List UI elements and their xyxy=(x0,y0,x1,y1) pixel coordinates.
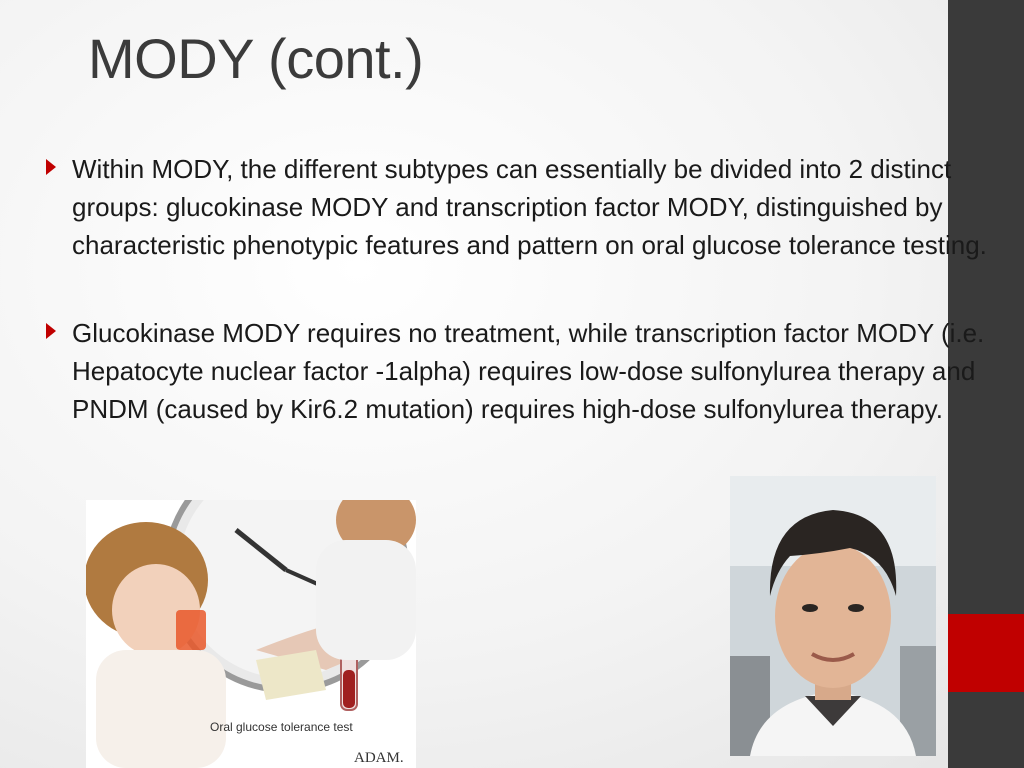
bullet-text: Within MODY, the different subtypes can essentially be divided into 2 distinct groups: glucokinase MODY and transcription factor MODY, distinguished by characteristic phenotypic features and pattern on oral glucose tolerance testing. xyxy=(72,154,987,260)
triangle-bullet-icon xyxy=(46,159,56,175)
adam-logo: ADAM. xyxy=(354,750,404,766)
bullet-item xyxy=(46,150,1006,264)
bullet-text: Glucokinase MODY requires no treatment, while transcription factor MODY (i.e. Hepatocyte nuclear factor -1alpha) requires low-dose sulfonylurea therapy and PNDM (caused by Kir6.2 mutation) requires high-dose sulfonylurea therapy. xyxy=(72,318,985,424)
bullet-item xyxy=(46,314,1006,428)
illustration-caption: Oral glucose tolerance test xyxy=(210,720,353,734)
bullet-list xyxy=(46,150,1006,428)
accent-block xyxy=(948,614,1024,692)
portrait-photo xyxy=(730,476,936,756)
triangle-bullet-icon xyxy=(46,323,56,339)
portrait-art xyxy=(730,476,936,756)
slide-title: MODY (cont.) xyxy=(88,27,424,90)
ogtt-illustration xyxy=(86,500,416,768)
